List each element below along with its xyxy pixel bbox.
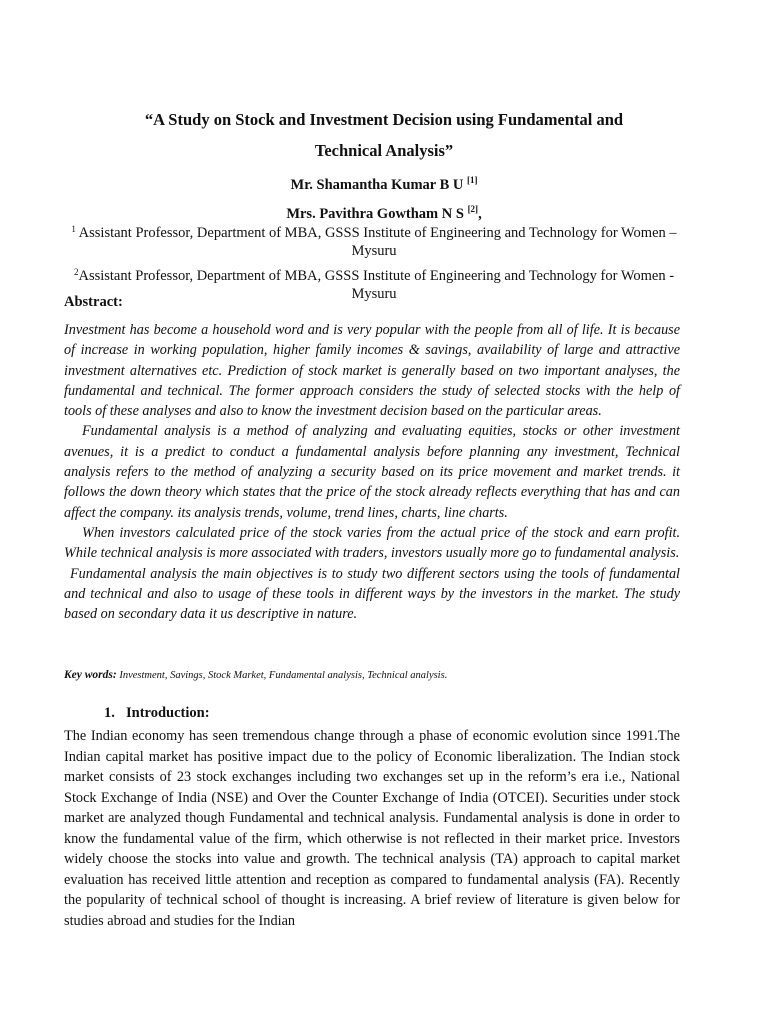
affiliation-city: Mysuru [351, 286, 397, 302]
keywords [64, 669, 708, 681]
section-number: 1. [104, 705, 115, 721]
author-mark: [1] [466, 175, 478, 185]
abstract-body [64, 320, 680, 624]
affiliation-2 [64, 263, 684, 303]
author-list [64, 168, 704, 226]
author-suffix: , [478, 206, 482, 222]
affiliation-list [64, 220, 684, 306]
affiliation-mark: 1 [71, 224, 76, 234]
abstract-paragraph-1: Investment has become a household word and is very popular with the people from all of life. It is because of increase in working population, higher family incomes & savings, availability of large and attractive investment alternatives etc. Prediction of stock market is generally based on two important analyses, the fundamental and technical. The former approach considers the study of selected stocks with the help of tools of these analyses and also to know the investment decision based on the particular areas. [64, 322, 680, 420]
keywords-text: Investment, Savings, Stock Market, Fundamental analysis, Technical analysis. [116, 670, 448, 681]
author-name: Mr. Shamantha Kumar B U [290, 177, 464, 193]
paper-title [64, 104, 704, 166]
section-title: Introduction: [126, 705, 210, 721]
author-name: Mrs. Pavithra Gowtham N S [286, 206, 464, 222]
title-line-1: “A Study on Stock and Investment Decision using Fundamental and [144, 110, 624, 129]
title-line-2: Technical Analysis” [314, 141, 454, 160]
author-1 [64, 168, 704, 197]
affiliation-text: Assistant Professor, Department of MBA, GSSS Institute of Engineering and Technology for Women – [75, 225, 677, 241]
affiliation-text: Assistant Professor, Department of MBA, GSSS Institute of Engineering and Technology for Women - [78, 268, 675, 284]
abstract-paragraph-2: Fundamental analysis is a method of analyzing and evaluating equities, stocks or other investment avenues, it is a predict to conduct a fundamental analysis before planning any investment, Technical analysis refers to the method of analyzing a security based on its price movement and market trends. it follows the down theory which states that the price of the stock already reflects everything that has and can affect the company. its analysis trends, volume, trend lines, charts, line charts. [64, 423, 680, 521]
section-heading-introduction [104, 705, 210, 722]
keywords-label: Key words: [64, 669, 117, 681]
abstract-paragraph-4: Fundamental analysis the main objectives is to study two different sectors using the tools of fundamental and technical and also to usage of these tools in different ways by the investors in the market. The study based on secondary data it us descriptive in nature. [64, 565, 680, 623]
affiliation-city: Mysuru [351, 243, 397, 259]
abstract-paragraph-3: When investors calculated price of the stock varies from the actual price of the stock and earn profit. While technical analysis is more associated with traders, investors usually more go to fundamental analysis. [64, 524, 680, 562]
author-mark: [2] [467, 204, 479, 214]
introduction-body: The Indian economy has seen tremendous change through a phase of economic evolution since 1991.The Indian capital market has positive impact due to the policy of Economic liberalization. The Indian stock market consists of 23 stock exchanges including two exchanges set up in the reform’s era i.e., National Stock Exchange of India (NSE) and Over the Counter Exchange of India (OTCEI). Securities under stock market are analyzed though Fundamental and technical analysis. Fundamental analysis is done in order to know the fundamental value of the firm, which otherwise is not reflected in their market price. Investors widely choose the stocks into value and growth. The technical analysis (TA) approach to capital market evaluation has received little attention and reception as compared to fundamental analysis (FA). Recently the popularity of technical school of thought is increasing. A brief review of literature is given below for studies abroad and studies for the Indian [64, 728, 680, 929]
affiliation-1 [64, 220, 684, 260]
affiliation-mark: 2 [73, 267, 79, 277]
abstract-heading: Abstract: [64, 294, 123, 310]
